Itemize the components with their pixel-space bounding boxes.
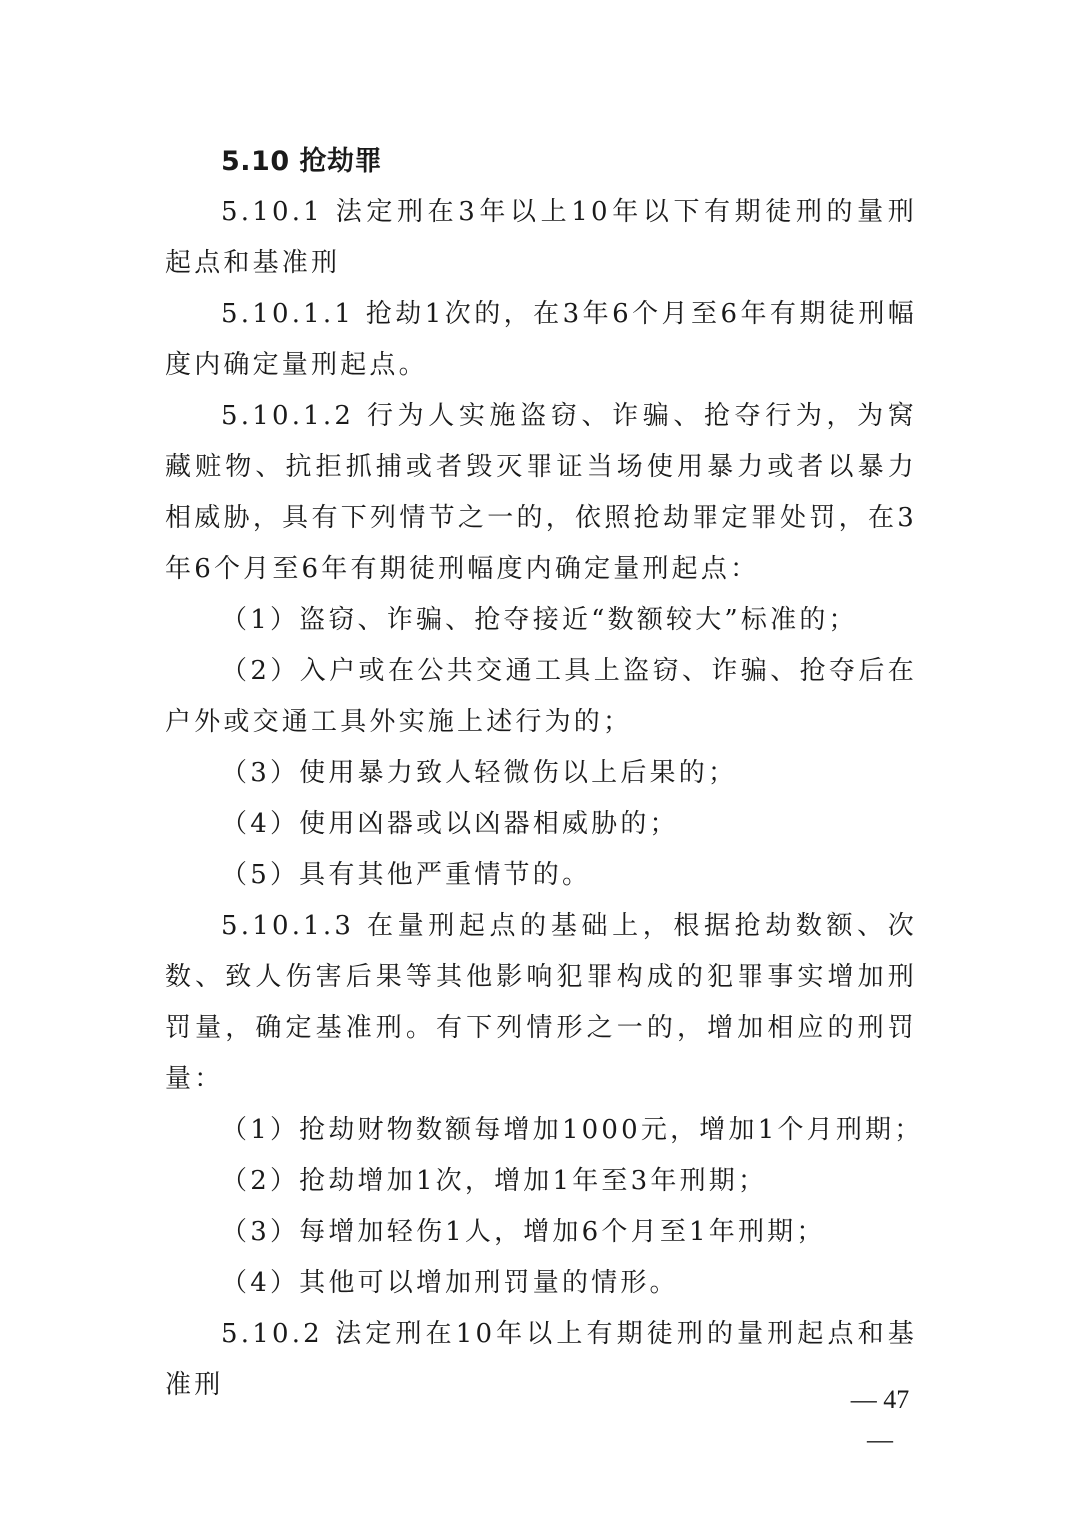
list-item: （2）入户或在公共交通工具上盗窃、诈骗、抢夺后在户外或交通工具外实施上述行为的； (165, 656, 917, 737)
list-item: （2）抢劫增加1次，增加1年至3年刑期； (221, 1166, 768, 1196)
clause-5-10-1-3: 5.10.1.3 在量刑起点的基础上，根据抢劫数额、次数、致人伤害后果等其他影响犯罪构成的犯罪事实增加刑罚量，确定基准刑。有下列情形之一的，增加相应的刑罚量： (165, 911, 917, 1094)
list-item: （4）使用凶器或以凶器相威胁的； (221, 809, 679, 839)
page-number: — 47 — (850, 1385, 910, 1454)
section-heading: 5.10 抢劫罪 (221, 146, 383, 177)
subsection-5-10-1: 5.10.1 法定刑在3年以上10年以下有期徒刑的量刑起点和基准刑 (165, 197, 917, 278)
list-item: （1）抢劫财物数额每增加1000元，增加1个月刑期； (221, 1115, 924, 1145)
subsection-5-10-2: 5.10.2 法定刑在10年以上有期徒刑的量刑起点和基准刑 (165, 1319, 917, 1400)
document-body (165, 136, 924, 1411)
list-item: （3）使用暴力致人轻微伤以上后果的； (221, 758, 738, 788)
list-item: （5）具有其他严重情节的。 (221, 860, 592, 890)
clause-5-10-1-1: 5.10.1.1 抢劫1次的，在3年6个月至6年有期徒刑幅度内确定量刑起点。 (165, 299, 917, 380)
list-item: （1）盗窃、诈骗、抢夺接近“数额较大”标准的； (221, 605, 858, 635)
clause-5-10-1-2: 5.10.1.2 行为人实施盗窃、诈骗、抢夺行为，为窝藏赃物、抗拒抓捕或者毁灭罪证当场使用暴力或者以暴力相威胁，具有下列情节之一的，依照抢劫罪定罪处罚，在3年6个月至6年有期徒刑幅度内确定量刑起点： (165, 401, 917, 584)
list-item: （3）每增加轻伤1人，增加6个月至1年刑期； (221, 1217, 826, 1247)
list-item: （4）其他可以增加刑罚量的情形。 (221, 1268, 679, 1298)
